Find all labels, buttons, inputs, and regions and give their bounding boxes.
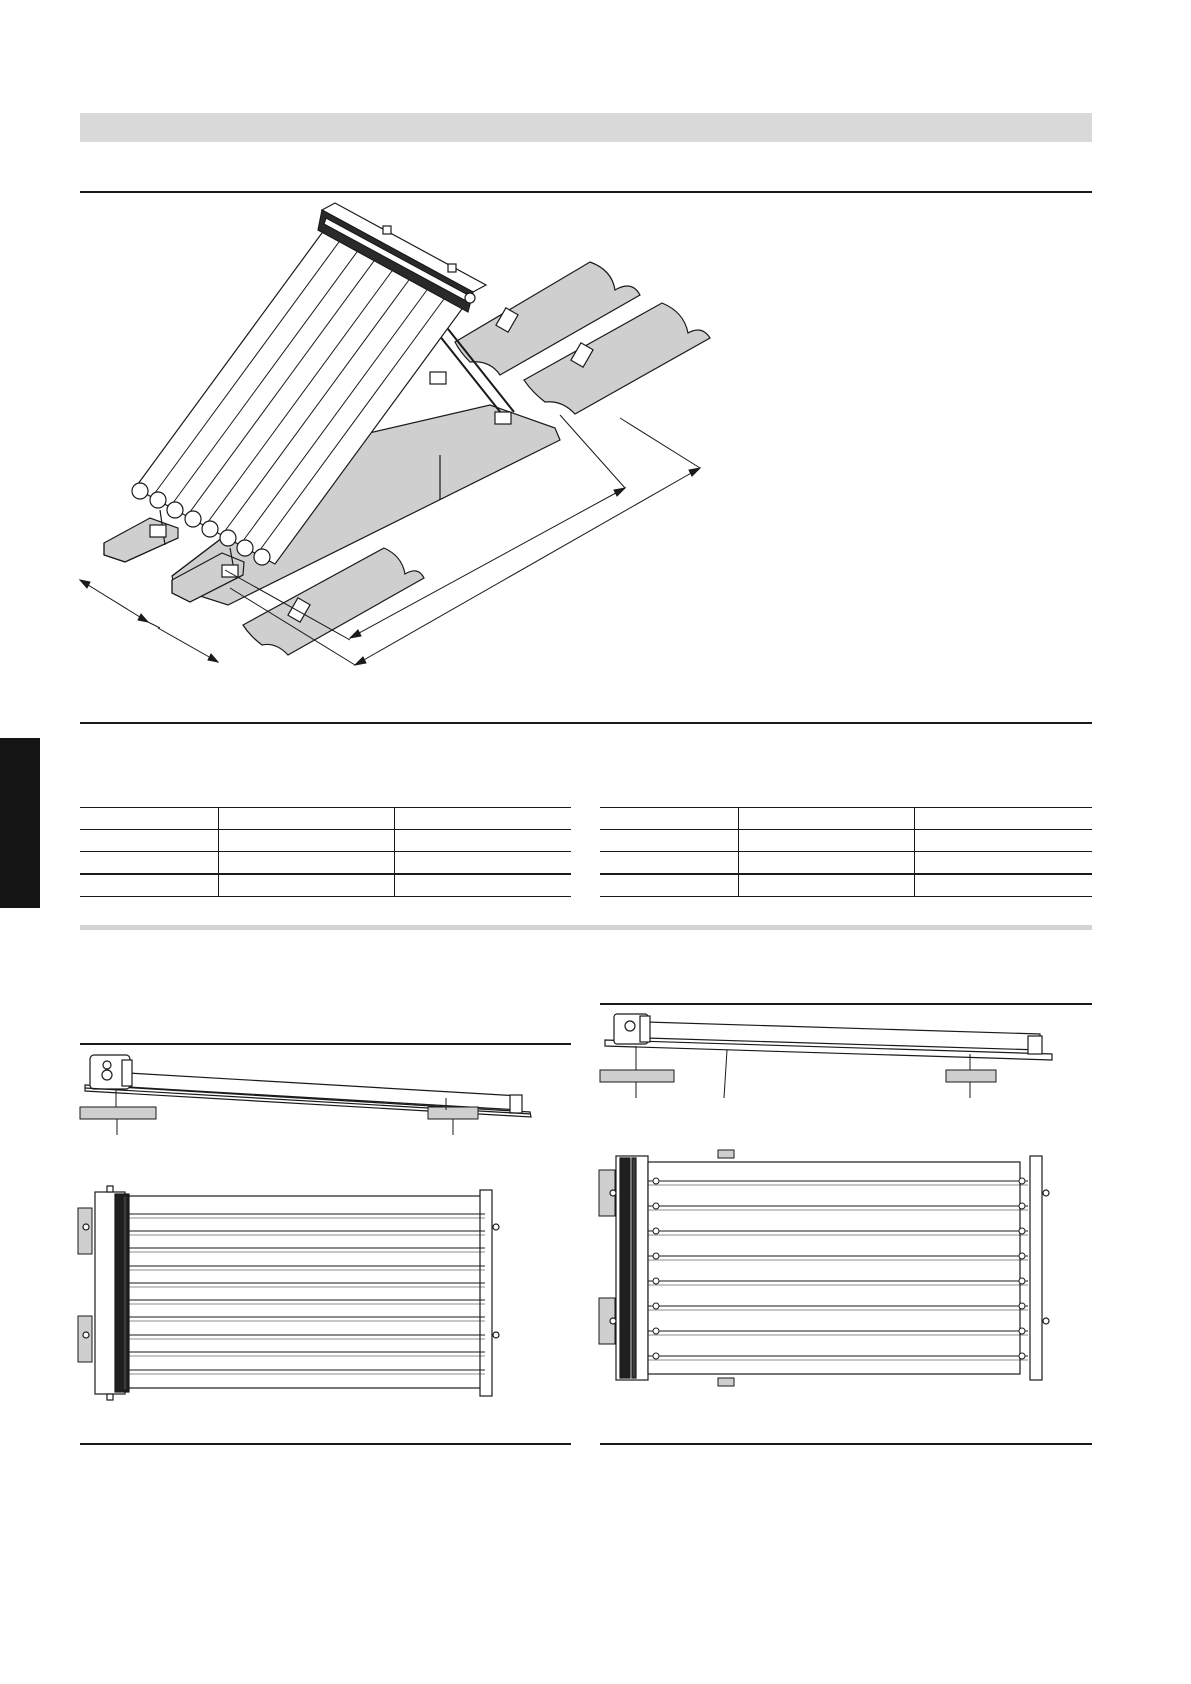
collector-side-view-left: [80, 1050, 571, 1140]
table-row: [600, 874, 1092, 897]
bottom-right-top-rule: [600, 1003, 1092, 1005]
table-cell: [738, 874, 914, 897]
table-cell: [218, 874, 394, 897]
bottom-left-top-rule: [80, 1043, 571, 1045]
collector-side-view-right: [600, 1010, 1092, 1105]
table-row: [600, 830, 1092, 852]
table-cell: [738, 852, 914, 875]
table-cell: [600, 852, 738, 875]
table-row: [80, 830, 571, 852]
table-cell: [218, 830, 394, 852]
collector-top-view-left: [75, 1182, 545, 1407]
bracket-5: [495, 412, 511, 424]
dimension-table-left: [80, 807, 571, 897]
table-cell: [914, 852, 1092, 875]
table-section-rule: [80, 722, 1092, 724]
table-cell: [394, 808, 571, 830]
bracket-6: [150, 525, 166, 537]
table-cell: [600, 808, 738, 830]
table-cell: [218, 808, 394, 830]
bottom-right-end-rule: [600, 1443, 1092, 1445]
table-cell: [218, 852, 394, 875]
bottom-left-end-rule: [80, 1443, 571, 1445]
section-divider: [80, 925, 1092, 930]
table-row: [600, 808, 1092, 830]
table-cell: [80, 808, 218, 830]
table-cell: [80, 830, 218, 852]
table-row: [600, 852, 1092, 875]
table-cell: [914, 830, 1092, 852]
table-cell: [738, 808, 914, 830]
chapter-side-tab: [0, 738, 40, 908]
dimension-table-right: [600, 807, 1092, 897]
table-cell: [738, 830, 914, 852]
bracket-4: [430, 372, 446, 384]
bracket-7: [222, 565, 238, 577]
table-cell: [600, 830, 738, 852]
collector-isometric-figure: [0, 0, 1191, 720]
table-cell: [600, 874, 738, 897]
table-cell: [394, 874, 571, 897]
table-row: [80, 874, 571, 897]
table-cell: [394, 830, 571, 852]
table-row: [80, 852, 571, 875]
collector-top-view-right: [598, 1148, 1068, 1393]
table-cell: [80, 874, 218, 897]
table-cell: [394, 852, 571, 875]
table-row: [80, 808, 571, 830]
table-cell: [914, 874, 1092, 897]
table-cell: [914, 808, 1092, 830]
table-cell: [80, 852, 218, 875]
